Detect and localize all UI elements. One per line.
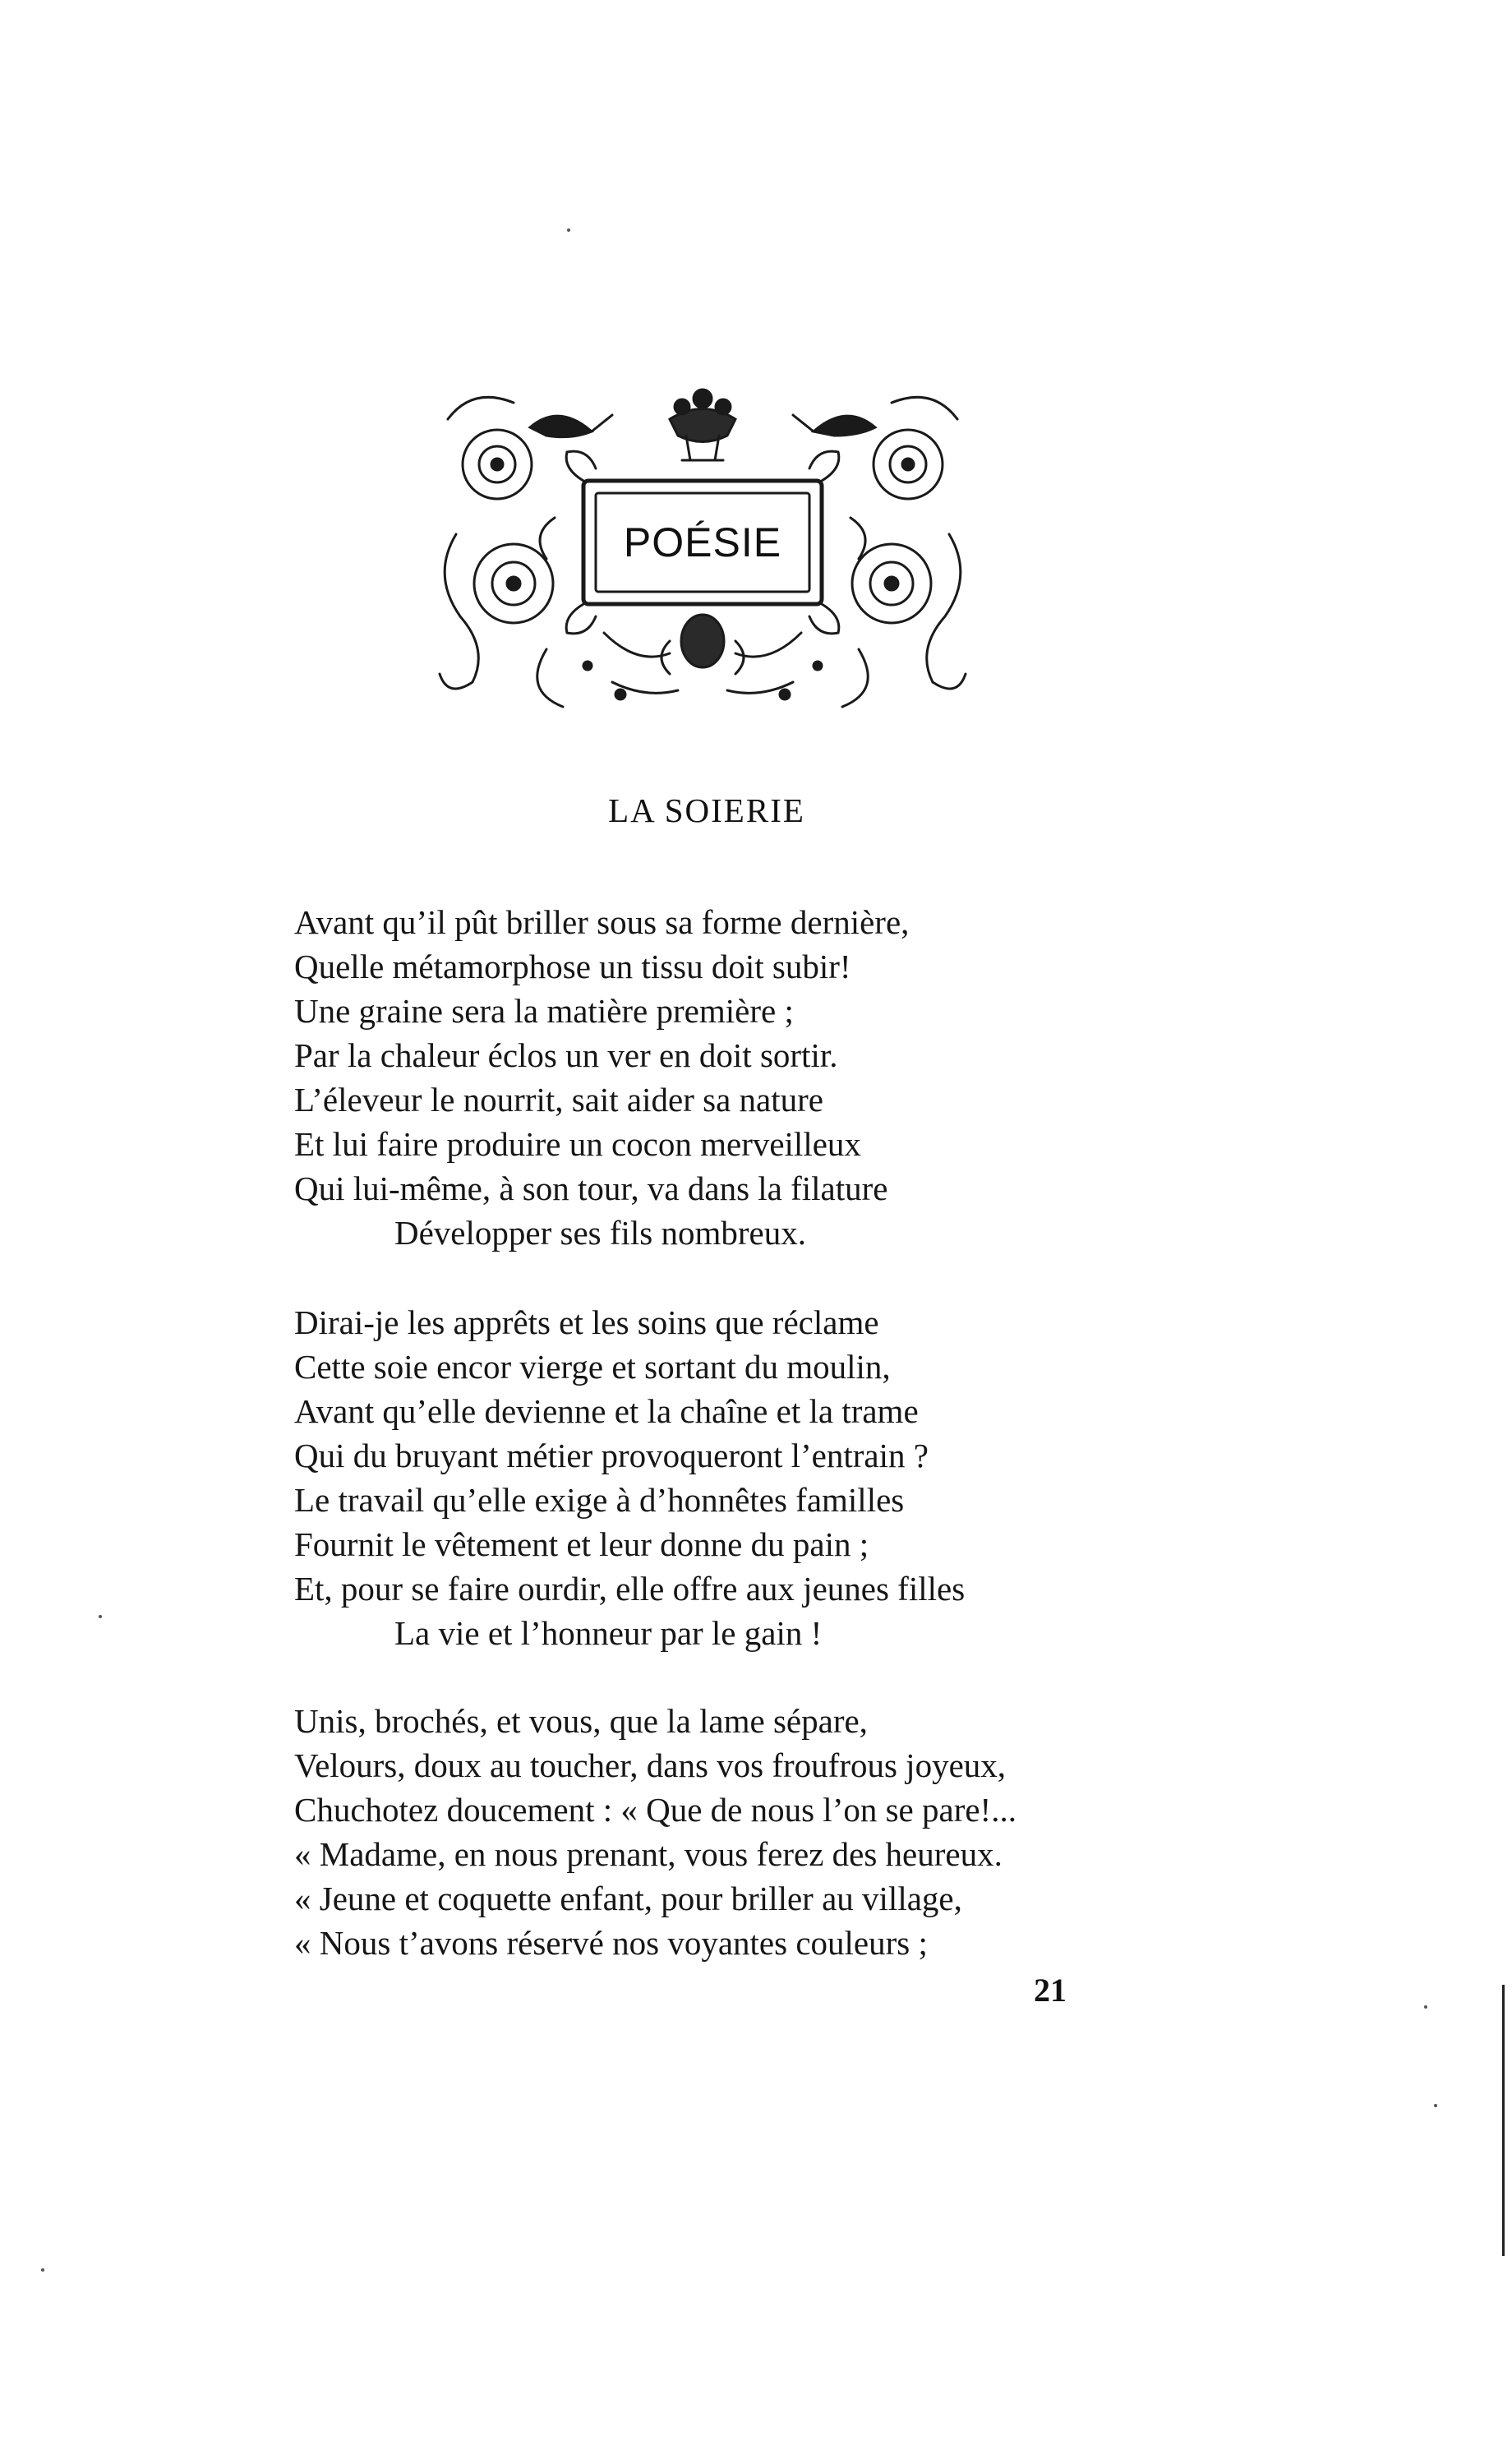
verse-line: Chuchotez doucement : « Que de nous l’on se pare!...	[294, 1791, 1016, 1829]
stanza-2	[294, 1300, 1165, 1655]
verse-line: Une graine sera la matière première ;	[294, 992, 794, 1030]
verse-line-indented: Développer ses fils nombreux.	[394, 1214, 806, 1252]
verse-line: « Madame, en nous prenant, vous ferez des heureux.	[294, 1835, 1003, 1873]
verse-line: Et, pour se faire ourdir, elle offre aux jeunes filles	[294, 1570, 966, 1608]
verse-line: « Jeune et coquette enfant, pour briller au village,	[294, 1880, 962, 1917]
verse-line: Velours, doux au toucher, dans vos froufrous joyeux,	[294, 1746, 1007, 1784]
verse-line: Cette soie encor vierge et sortant du moulin,	[294, 1348, 891, 1386]
verse-line: Avant qu’il pût briller sous sa forme dernière,	[294, 903, 910, 941]
stanza-3	[294, 1699, 1165, 1965]
verse-line: Dirai-je les apprêts et les soins que réclame	[294, 1303, 879, 1341]
scan-speck	[1424, 2005, 1427, 2009]
scan-speck	[567, 228, 570, 232]
scan-speck	[1434, 2104, 1437, 2107]
verse-line: Quelle métamorphose un tissu doit subir!	[294, 948, 851, 985]
verse-line: « Nous t’avons réservé nos voyantes couleurs ;	[294, 1924, 928, 1962]
poem-title: LA SOIERIE	[608, 791, 805, 829]
scan-speck	[41, 2268, 44, 2272]
verse-line: Qui lui-même, à son tour, va dans la filature	[294, 1169, 888, 1207]
verse-line: Et lui faire produire un cocon merveilleux	[294, 1125, 861, 1163]
verse-line: Unis, brochés, et vous, que la lame sépare,	[294, 1702, 868, 1740]
verse-line: Par la chaleur éclos un ver en doit sortir.	[294, 1036, 838, 1074]
scan-margin-line	[1502, 1985, 1505, 2256]
scan-speck	[99, 1615, 102, 1618]
verse-line: Qui du bruyant métier provoqueront l’entrain ?	[294, 1437, 929, 1474]
section-heading: POÉSIE	[623, 519, 782, 565]
verse-line-indented: La vie et l’honneur par le gain !	[394, 1614, 823, 1652]
stanza-1	[294, 900, 1165, 1255]
verse-line: Fournit le vêtement et leur donne du pain ;	[294, 1525, 869, 1563]
verse-line: Avant qu’elle devienne et la chaîne et la trame	[294, 1392, 919, 1430]
verse-line: Le travail qu’elle exige à d’honnêtes familles	[294, 1481, 905, 1519]
page-number: 21	[1034, 1972, 1067, 2009]
verse-line: L’éleveur le nourrit, sait aider sa nature	[294, 1081, 823, 1119]
